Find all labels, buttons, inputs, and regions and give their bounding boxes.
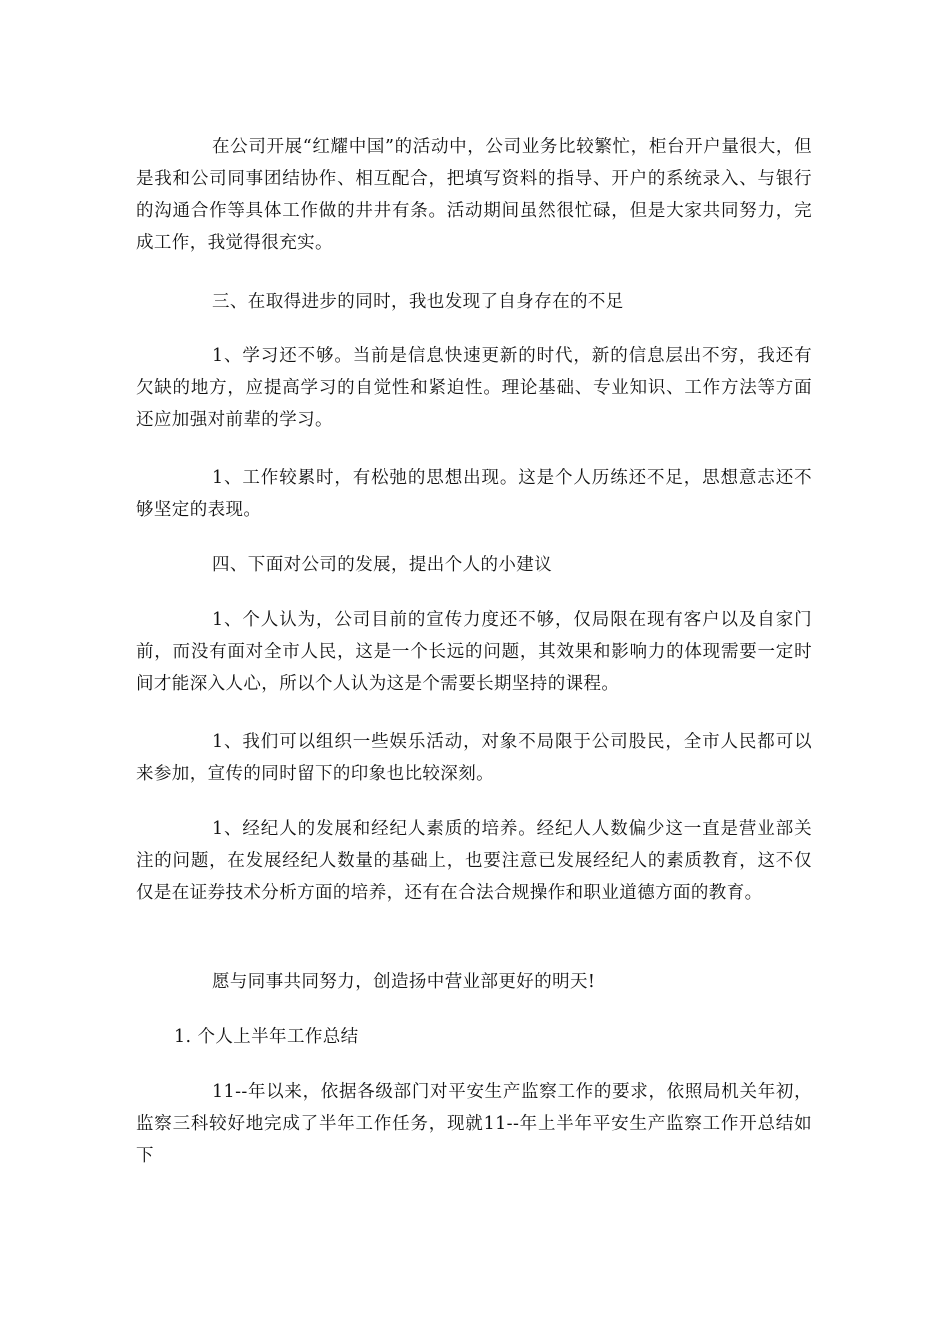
- paragraph-publicity: 1、个人认为，公司目前的宣传力度还不够，仅局限在现有客户以及自家门前，而没有面对全市人民，这是一个长远的问题，其效果和影响力的体现需要一定时间才能深入人心，所以个人认为这是个需要长期坚持的课程。: [136, 610, 812, 694]
- paragraph-work-fatigue: 1、工作较累时，有松弛的思想出现。这是个人历练还不足，思想意志还不够坚定的表现。: [136, 468, 812, 520]
- paragraph-activity: 在公司开展“红耀中国”的活动中，公司业务比较繁忙，柜台开户量很大，但是我和公司同事团结协作、相互配合，把填写资料的指导、开户的系统录入、与银行的沟通合作等具体工作做的井井有条。活动期间虽然很忙碌，但是大家共同努力，完成工作，我觉得很充实。: [136, 137, 812, 253]
- paragraph-learning: 1、学习还不够。当前是信息快速更新的时代，新的信息层出不穷，我还有欠缺的地方，应提高学习的自觉性和紧迫性。理论基础、专业知识、工作方法等方面还应加强对前辈的学习。: [136, 346, 812, 430]
- section-heading-suggestions: 四、下面对公司的发展，提出个人的小建议: [212, 555, 553, 575]
- paragraph-half-year-intro: 11--年以来，依据各级部门对平安生产监察工作的要求，依照局机关年初，监察三科较好地完成了半年工作任务，现就11--年上半年平安生产监察工作开总结如下: [136, 1082, 812, 1166]
- paragraph-closing: 愿与同事共同努力，创造扬中营业部更好的明天!: [212, 972, 596, 992]
- paragraph-entertainment: 1、我们可以组织一些娱乐活动，对象不局限于公司股民，全市人民都可以来参加，宣传的同时留下的印象也比较深刻。: [136, 732, 812, 784]
- paragraph-brokers: 1、经纪人的发展和经纪人素质的培养。经纪人人数偏少这一直是营业部关注的问题，在发展经纪人数量的基础上，也要注意已发展经纪人的素质教育，这不仅仅是在证券技术分析方面的培养，还有在合法合规操作和职业道德方面的教育。: [136, 819, 812, 903]
- section-heading-shortcomings: 三、在取得进步的同时，我也发现了自身存在的不足: [212, 292, 624, 312]
- section-title-half-year-summary: 1. 个人上半年工作总结: [174, 1027, 359, 1047]
